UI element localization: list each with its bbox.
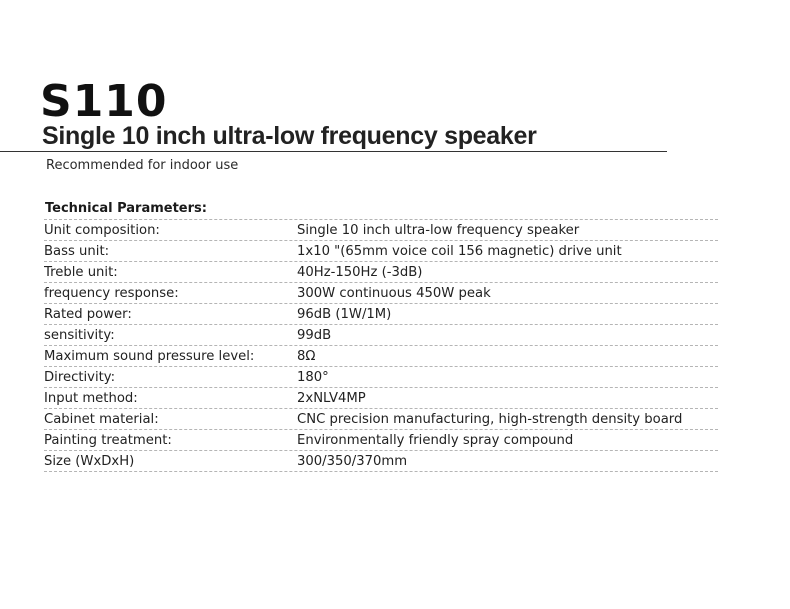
param-row-treble-unit xyxy=(44,262,718,283)
param-label: Bass unit: xyxy=(44,244,110,259)
param-row-bass-unit xyxy=(44,241,718,262)
product-subtitle: Single 10 inch ultra-low frequency speaker xyxy=(42,122,537,150)
title-divider xyxy=(0,151,667,152)
param-value: Environmentally friendly spray compound xyxy=(297,433,574,448)
technical-parameters-heading: Technical Parameters: xyxy=(44,199,718,220)
param-label: Painting treatment: xyxy=(44,433,172,448)
param-row-directivity xyxy=(44,367,718,388)
param-label: Rated power: xyxy=(44,307,132,322)
param-value: 1x10 "(65mm voice coil 156 magnetic) drive unit xyxy=(297,244,622,259)
param-label: Unit composition: xyxy=(44,223,160,238)
param-label: frequency response: xyxy=(44,286,179,301)
param-label: Size (WxDxH) xyxy=(44,454,135,469)
param-row-input-method xyxy=(44,388,718,409)
param-value: 96dB (1W/1M) xyxy=(297,307,392,322)
param-row-max-spl xyxy=(44,346,718,367)
param-value: CNC precision manufacturing, high-strength density board xyxy=(297,412,683,427)
param-label: sensitivity: xyxy=(44,328,115,343)
param-label: Input method: xyxy=(44,391,138,406)
param-value: 300/350/370mm xyxy=(297,454,408,469)
param-label: Treble unit: xyxy=(44,265,118,280)
param-row-cabinet-material xyxy=(44,409,718,430)
param-row-painting-treatment xyxy=(44,430,718,451)
usage-recommendation: Recommended for indoor use xyxy=(46,158,239,173)
param-value: 99dB xyxy=(297,328,332,343)
param-label: Cabinet material: xyxy=(44,412,159,427)
param-value: Single 10 inch ultra-low frequency speaker xyxy=(297,223,580,238)
param-row-rated-power xyxy=(44,304,718,325)
param-label: Directivity: xyxy=(44,370,116,385)
param-value: 40Hz-150Hz (-3dB) xyxy=(297,265,423,280)
param-value: 8Ω xyxy=(297,349,316,364)
param-row-frequency-response xyxy=(44,283,718,304)
param-label: Maximum sound pressure level: xyxy=(44,349,255,364)
param-value: 180° xyxy=(297,370,329,385)
param-value: 300W continuous 450W peak xyxy=(297,286,491,301)
technical-parameters-table xyxy=(44,199,718,472)
param-row-unit-composition xyxy=(44,220,718,241)
model-title: S110 xyxy=(40,76,168,127)
param-row-size xyxy=(44,451,718,472)
param-value: 2xNLV4MP xyxy=(297,391,366,406)
param-row-sensitivity xyxy=(44,325,718,346)
